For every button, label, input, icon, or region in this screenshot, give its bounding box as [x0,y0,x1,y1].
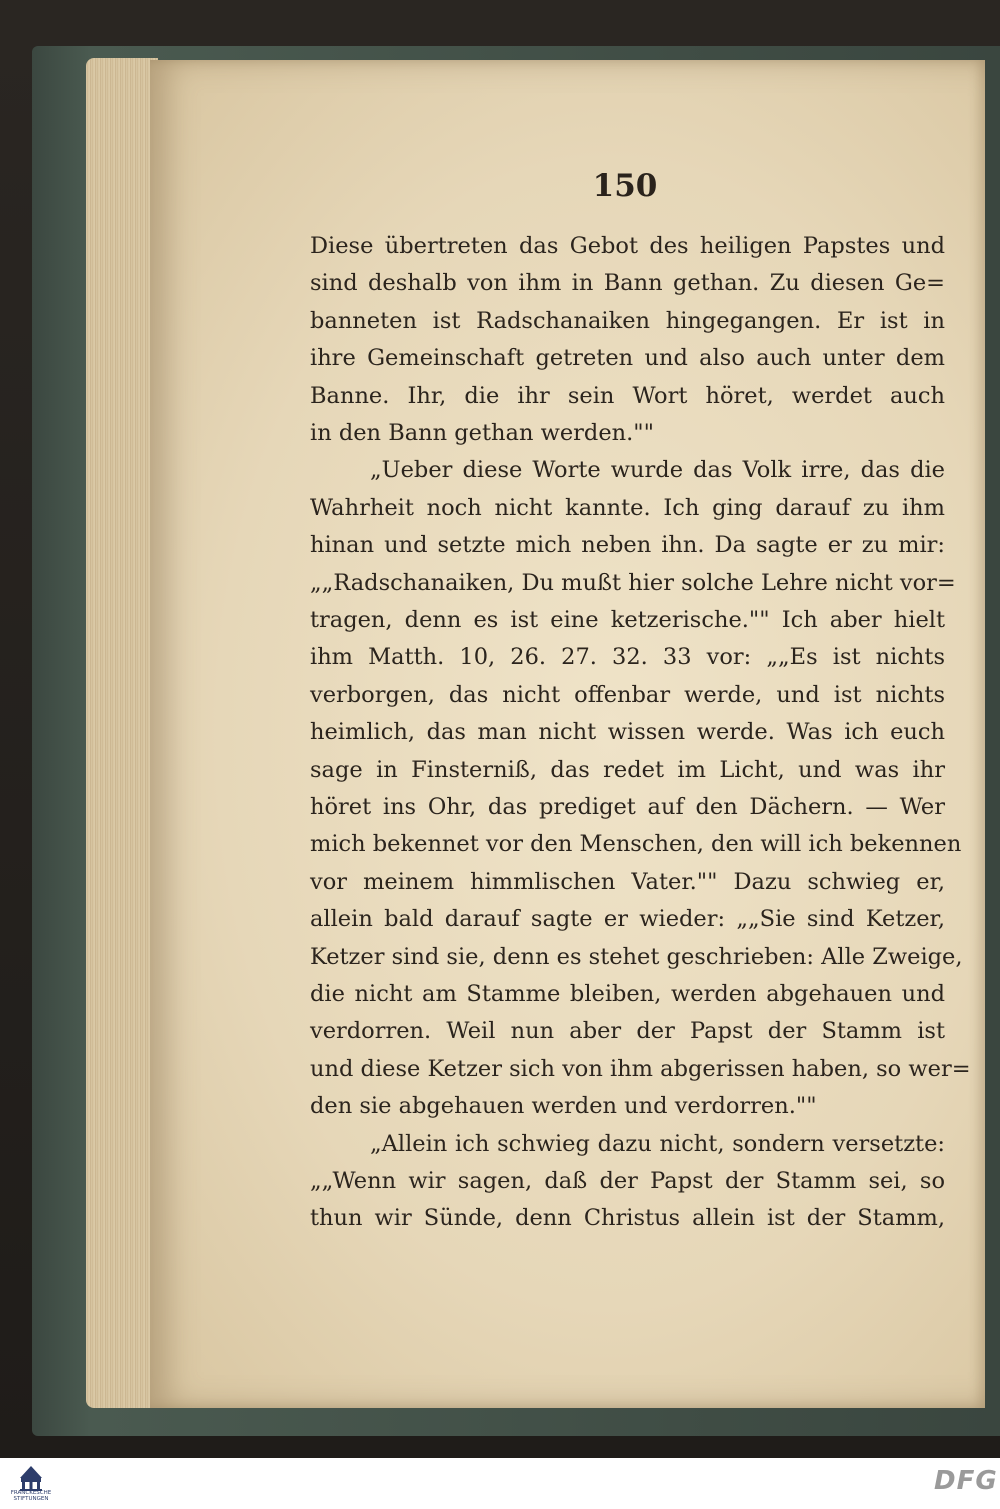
text-line: ihm Matth. 10, 26. 27. 32. 33 vor: „„Es ist nichts [310,644,945,671]
text-line: Wahrheit noch nicht kannte. Ich ging darauf zu ihm [310,494,945,521]
text-line: sage in Finsterniß, das redet im Licht, und was ihr [310,756,945,783]
text-line: hinan und setzte mich neben ihn. Da sagte er zu mir: [310,532,945,559]
text-line: allein bald darauf sagte er wieder: „„Sie sind Ketzer, [310,906,945,933]
dfg-logo[interactable]: DFG [934,1466,998,1496]
text-line: ihre Gemeinschaft getreten und also auch unter dem [310,345,945,372]
text-line: verdorren. Weil nun aber der Papst der Stamm ist [310,1018,945,1045]
text-line: „„Radschanaiken, Du mußt hier solche Lehre nicht vor= [310,569,956,596]
text-line: mich bekennet vor den Menschen, den will ich bekennen [310,831,962,858]
text-line: banneten ist Radschanaiken hingegangen. Er ist in [310,307,945,334]
page-edges [86,58,158,1408]
text-line: die nicht am Stamme bleiben, werden abgehauen und [310,981,945,1007]
text-line: sind deshalb von ihm in Bann gethan. Zu diesen Ge= [310,270,945,297]
text-line: tragen, denn es ist eine ketzerische."" Ich aber hielt [310,607,945,633]
text-line: thun wir Sünde, denn Christus allein ist der Stamm, [310,1205,945,1232]
text-line: Ketzer sind sie, denn es stehet geschrieben: Alle Zweige, [310,943,963,970]
text-line: verborgen, das nicht offenbar werde, und ist nichts [310,681,945,708]
text-line: und diese Ketzer sich von ihm abgerissen haben, so wer= [310,1055,971,1082]
text-line: in den Bann gethan werden."" [310,420,654,446]
text-line: den sie abgehauen werden und verdorren."" [310,1093,817,1120]
institution-label: FRANCKESCHE STIFTUNGEN [10,1490,52,1502]
text-line: „Allein ich schwieg dazu nicht, sondern versetzte: [370,1130,945,1157]
text-line: „„Wenn wir sagen, daß der Papst der Stamm sei, so [310,1168,945,1194]
text-line: Diese übertreten das Gebot des heiligen Papstes und [310,233,945,259]
text-line: höret ins Ohr, das prediget auf den Dächern. — Wer [310,794,945,820]
text-line: heimlich, das man nicht wissen werde. Was ich euch [310,719,945,746]
text-line: vor meinem himmlischen Vater."" Dazu schwieg er, [310,868,945,895]
text-line: Banne. Ihr, die ihr sein Wort höret, werdet auch [310,382,945,409]
page-number: 150 [592,168,658,204]
text-line: „Ueber diese Worte wurde das Volk irre, das die [370,457,945,484]
viewer-footer [0,1458,1000,1509]
